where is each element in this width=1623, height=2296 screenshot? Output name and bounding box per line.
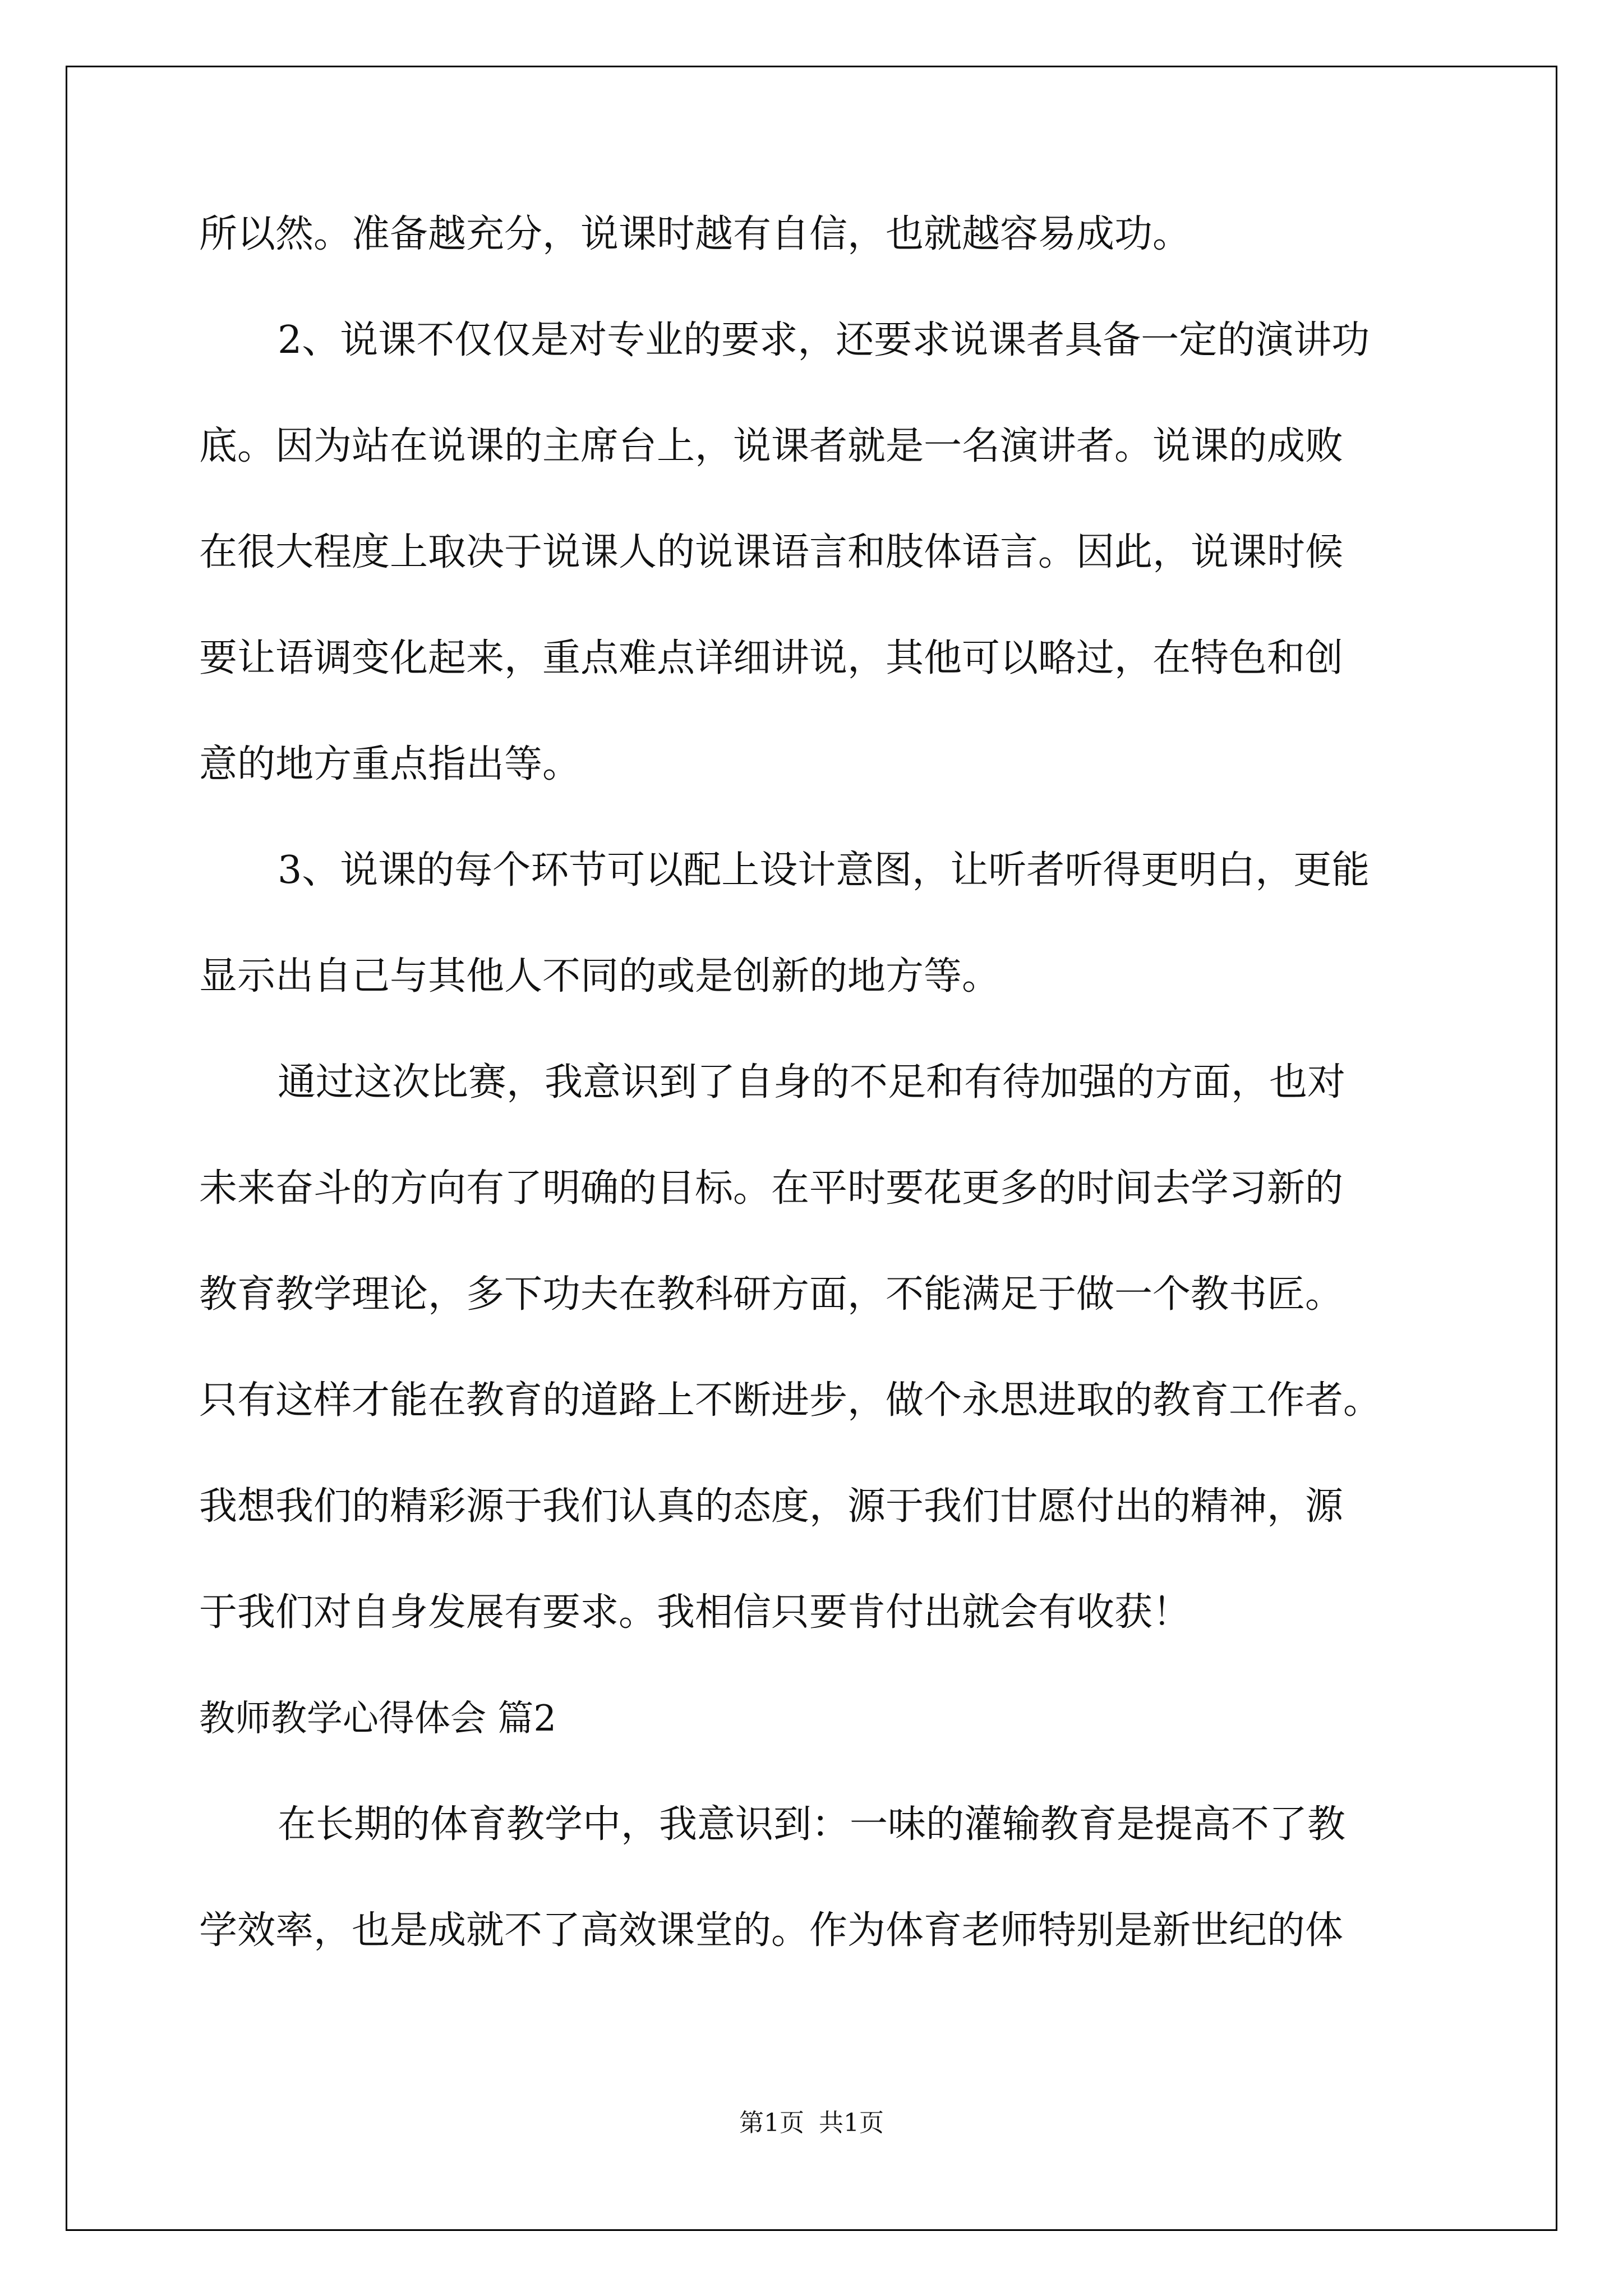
text-line: 3、说课的每个环节可以配上设计意图，让听者听得更明白，更能 bbox=[278, 848, 1370, 892]
text-line: 2、说课不仅仅是对专业的要求，还要求说课者具备一定的演讲功 bbox=[278, 318, 1370, 362]
text-line: 未来奋斗的方向有了明确的目标。在平时要花更多的时间去学习新的 bbox=[199, 1166, 1344, 1211]
text-line: 所以然。准备越充分，说课时越有自信，也就越容易成功。 bbox=[199, 212, 1191, 256]
text-line: 在长期的体育教学中，我意识到：一味的灌输教育是提高不了教 bbox=[278, 1802, 1346, 1847]
text-line: 通过这次比赛，我意识到了自身的不足和有待加强的方面，也对 bbox=[278, 1060, 1346, 1105]
section-heading: 教师教学心得体会 篇2 bbox=[199, 1698, 557, 1740]
text-line: 显示出自己与其他人不同的或是创新的地方等。 bbox=[199, 954, 1000, 999]
text-line: 教育教学理论，多下功夫在教科研方面，不能满足于做一个教书匠。 bbox=[199, 1272, 1344, 1317]
page-number: 第1页 共1页 bbox=[739, 2109, 884, 2137]
text-line: 学效率，也是成就不了高效课堂的。作为体育老师特别是新世纪的体 bbox=[199, 1908, 1344, 1953]
text-line: 于我们对自身发展有要求。我相信只要肯付出就会有收获！ bbox=[199, 1590, 1191, 1635]
text-line: 要让语调变化起来，重点难点详细讲说，其他可以略过，在特色和创 bbox=[199, 636, 1344, 680]
text-line: 底。因为站在说课的主席台上，说课者就是一名演讲者。说课的成败 bbox=[199, 424, 1344, 468]
text-line: 在很大程度上取决于说课人的说课语言和肢体语言。因此，说课时候 bbox=[199, 530, 1344, 574]
text-line: 意的地方重点指出等。 bbox=[199, 742, 581, 786]
text-line: 我想我们的精彩源于我们认真的态度，源于我们甘愿付出的精神，源 bbox=[199, 1484, 1344, 1529]
text-line: 只有这样才能在教育的道路上不断进步，做个永思进取的教育工作者。 bbox=[199, 1378, 1382, 1423]
